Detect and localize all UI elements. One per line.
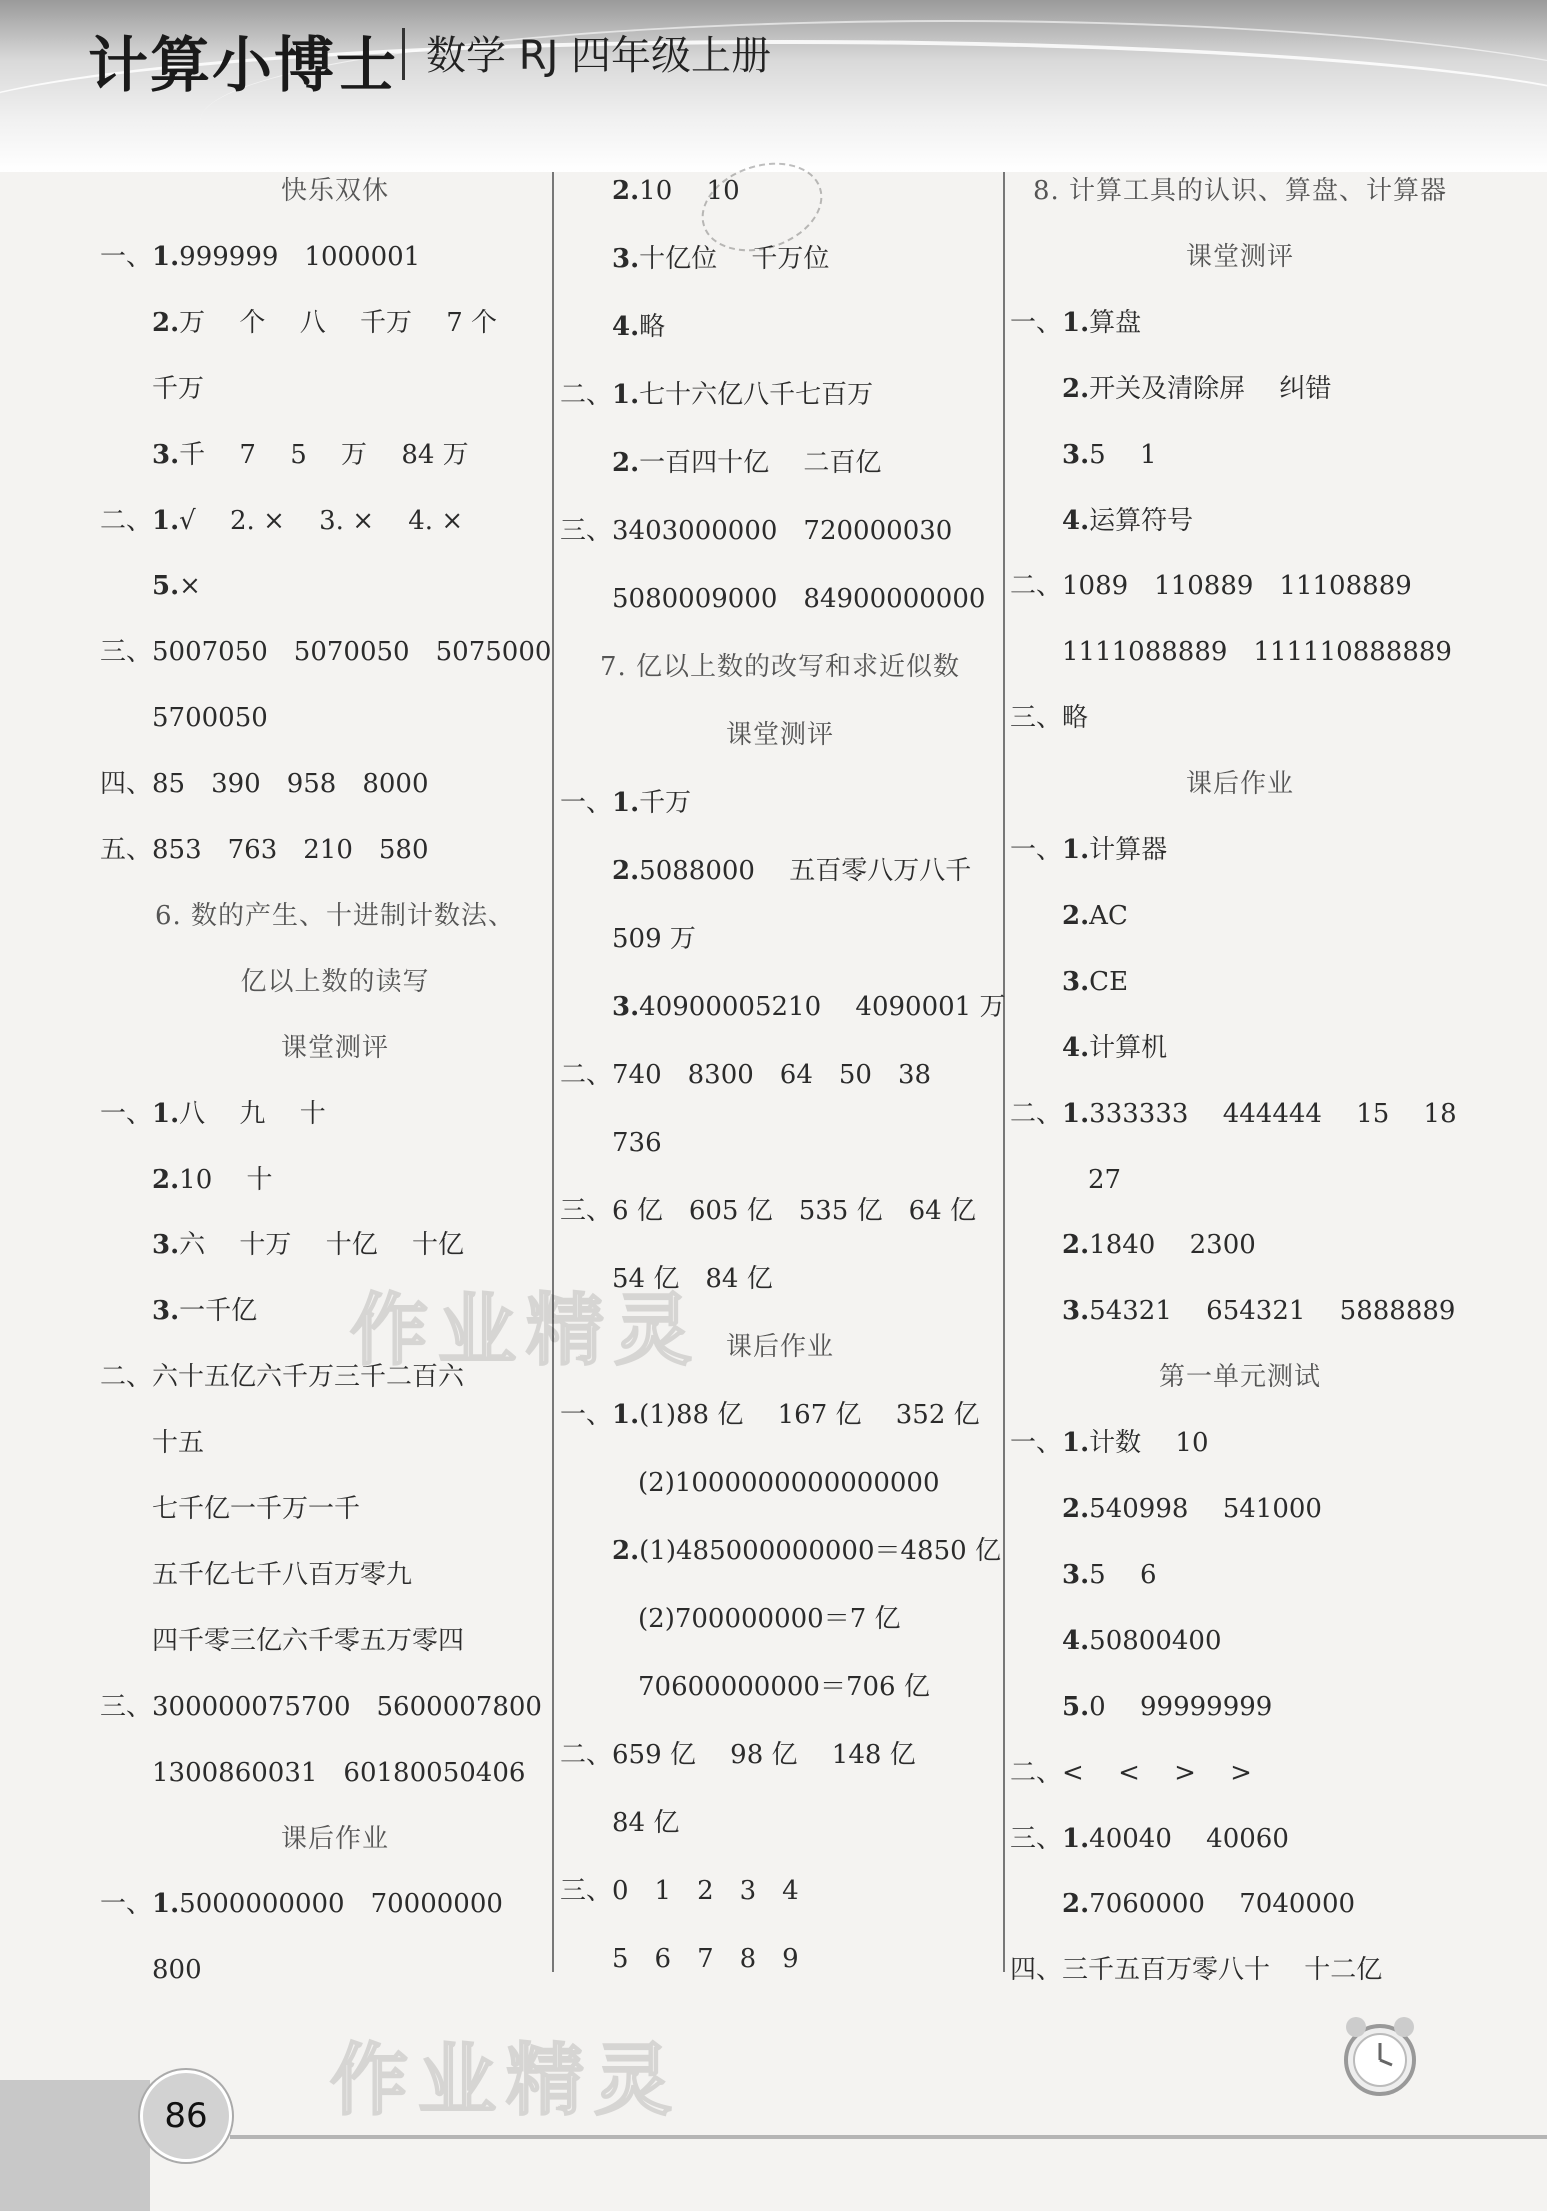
- item-number: 1.: [1062, 1823, 1090, 1854]
- answer-text: 999999 1000001: [179, 241, 421, 272]
- answer-text: 六十五亿六千万三千二百六: [152, 1362, 465, 1393]
- answer-line: [100, 504, 463, 538]
- question-index: [1010, 1494, 1062, 1524]
- answer-line: [560, 1058, 931, 1092]
- section-heading: 课后作业: [280, 1823, 389, 1854]
- item-number: 5.: [1062, 1691, 1090, 1722]
- section-heading: 课后作业: [725, 1332, 834, 1362]
- question-index: [560, 1604, 612, 1634]
- watermark-text-bottom: 作业精灵: [330, 2036, 683, 2126]
- item-number: 2.: [612, 856, 640, 886]
- question-index: [100, 1626, 152, 1656]
- item-number: 2.: [152, 1164, 180, 1195]
- question-index: 二、: [560, 1060, 613, 1090]
- answer-line: [100, 1228, 464, 1262]
- question-index: [100, 440, 152, 470]
- answer-line: [1010, 701, 1088, 735]
- answer-text: 一千亿: [179, 1296, 258, 1327]
- column-divider-1: [552, 172, 554, 1972]
- answer-text: 5 6 7 8 9: [612, 1944, 799, 1974]
- answer-line: [560, 582, 985, 616]
- answer-line: [1010, 1558, 1157, 1592]
- answer-line: [1010, 1822, 1289, 1856]
- answer-text: 70600000000＝706 亿: [612, 1672, 930, 1702]
- answer-line: [560, 1942, 799, 1976]
- answer-text: 509 万: [612, 924, 696, 954]
- section-heading: 课堂测评: [280, 1032, 389, 1063]
- question-index: 一、: [1010, 1428, 1063, 1459]
- answer-text: 七十六亿八千七百万: [639, 380, 874, 410]
- question-index: [100, 1165, 152, 1195]
- question-index: [560, 1468, 612, 1498]
- answer-text: 50800400: [1089, 1625, 1222, 1656]
- answer-text: 计算机: [1089, 1032, 1168, 1063]
- answer-text: 10 十: [179, 1164, 273, 1195]
- answer-text: 659 亿 98 亿 148 亿: [612, 1740, 916, 1770]
- question-index: 三、: [1010, 703, 1063, 734]
- footer-band: [0, 2080, 150, 2211]
- answer-text: 85 390 958 8000: [152, 769, 429, 800]
- item-number: 2.: [612, 1536, 640, 1566]
- answer-text: 54321 654321 5888889: [1089, 1296, 1456, 1327]
- question-index: 三、: [100, 637, 153, 668]
- answer-text: (2)1000000000000000: [612, 1468, 940, 1498]
- answer-line: [1010, 1163, 1121, 1197]
- item-number: 2.: [1062, 900, 1090, 931]
- item-number: 2.: [1062, 373, 1090, 404]
- answer-text: 开关及清除屏 纠错: [1089, 373, 1332, 404]
- answer-text: 1089 110889 11108889: [1062, 571, 1412, 602]
- question-index: [1010, 1626, 1062, 1656]
- question-index: 二、: [100, 1362, 153, 1393]
- answer-line: [1010, 635, 1452, 669]
- watermark-text: 作业精灵: [350, 1286, 703, 1376]
- question-index: [100, 1428, 152, 1458]
- answer-text: 540998 541000: [1089, 1494, 1322, 1524]
- question-index: [100, 1230, 152, 1260]
- question-index: [560, 1808, 612, 1838]
- answer-line: [100, 635, 551, 669]
- answer-line: [1010, 899, 1128, 933]
- question-index: 一、: [100, 1098, 153, 1129]
- answer-text: 万 个 八 千万 7 个: [179, 307, 498, 338]
- answer-text: 三千五百万零八十 十二亿: [1062, 1955, 1383, 1986]
- answer-line: [100, 1426, 204, 1460]
- answer-line: [100, 569, 201, 603]
- question-index: 一、: [100, 241, 153, 272]
- answer-text: 5 6: [1089, 1559, 1157, 1590]
- section-heading: 亿以上数的读写: [240, 966, 430, 997]
- question-index: 二、: [100, 505, 153, 536]
- answer-line: [1010, 1426, 1209, 1460]
- item-number: 3.: [152, 439, 180, 470]
- item-number: 1.: [152, 1098, 180, 1129]
- item-number: 2.: [612, 176, 640, 206]
- question-index: 一、: [100, 1889, 153, 1920]
- answer-line: [1010, 1756, 1252, 1790]
- item-number: 1.: [152, 1889, 180, 1920]
- answer-text: 0 99999999: [1089, 1691, 1273, 1722]
- item-number: 4.: [1062, 1032, 1090, 1063]
- answer-line: [1010, 1097, 1457, 1131]
- answer-line: [560, 242, 829, 276]
- answer-line: [100, 1492, 360, 1526]
- question-index: 三、: [560, 1876, 613, 1906]
- answer-text: 1840 2300: [1089, 1230, 1256, 1261]
- item-number: 1.: [1062, 1098, 1090, 1129]
- question-index: [100, 1494, 152, 1524]
- answer-line: [560, 378, 873, 412]
- answer-line: [560, 446, 881, 480]
- answer-text: 7060000 7040000: [1089, 1889, 1356, 1920]
- answer-text: AC: [1089, 900, 1128, 931]
- question-index: [560, 1672, 612, 1702]
- question-index: 三、: [560, 516, 613, 546]
- question-index: [560, 312, 612, 342]
- answer-line: [1010, 306, 1141, 340]
- answer-text: 八 九 十: [179, 1098, 326, 1129]
- answer-line: [560, 1806, 679, 1840]
- question-index: [560, 856, 612, 886]
- answer-line: [100, 1558, 412, 1592]
- question-index: 一、: [560, 1400, 613, 1430]
- item-number: 3.: [612, 244, 640, 274]
- question-index: 三、: [560, 1196, 613, 1226]
- item-number: 2.: [1062, 1889, 1090, 1920]
- question-index: 二、: [1010, 1757, 1063, 1788]
- answer-line: [100, 701, 268, 735]
- question-index: [100, 1560, 152, 1590]
- question-index: [1010, 901, 1062, 931]
- answer-text: (2)700000000＝7 亿: [612, 1604, 901, 1634]
- answer-text: √ 2. × 3. × 4. ×: [179, 505, 464, 536]
- section-heading: 第一单元测试: [1158, 1362, 1321, 1393]
- footer-line: [230, 2135, 1547, 2139]
- answer-text: 300000075700 5600007800: [152, 1691, 542, 1722]
- item-number: 3.: [152, 1230, 180, 1261]
- answer-text: 27: [1062, 1164, 1122, 1195]
- answer-line: [100, 833, 429, 867]
- item-number: 2.: [1062, 1494, 1090, 1524]
- item-number: 1.: [1062, 835, 1090, 865]
- question-index: [560, 244, 612, 274]
- answer-line: [100, 1294, 257, 1328]
- answer-text: 853 763 210 580: [152, 835, 429, 865]
- item-number: 1.: [1062, 307, 1090, 338]
- question-index: [100, 1296, 152, 1326]
- item-number: 1.: [612, 1400, 640, 1430]
- question-index: 四、: [100, 769, 153, 800]
- question-index: [100, 1955, 152, 1985]
- question-index: 三、: [100, 1691, 153, 1722]
- answer-line: [560, 1194, 976, 1228]
- answer-line: [1010, 1887, 1355, 1921]
- item-number: 4.: [1062, 505, 1090, 536]
- question-index: [100, 703, 152, 733]
- section-heading: 课堂测评: [1185, 241, 1294, 272]
- answer-line: [1010, 504, 1193, 538]
- answer-text: 计数 10: [1089, 1428, 1209, 1459]
- question-index: [1010, 1692, 1062, 1722]
- answer-text: 54 亿 84 亿: [612, 1264, 773, 1294]
- answer-text: < < > >: [1062, 1757, 1252, 1788]
- item-number: 1.: [612, 380, 640, 410]
- answer-text: 5700050: [152, 703, 268, 734]
- subject-title: 数学 RJ 四年级上册: [426, 33, 772, 79]
- item-number: 1.: [612, 788, 640, 818]
- item-number: 3.: [152, 1296, 180, 1327]
- answer-text: 七千亿一千万一千: [152, 1494, 361, 1524]
- answer-text: 略: [1062, 703, 1089, 734]
- item-number: 4.: [612, 312, 640, 342]
- answer-line: [1010, 1228, 1256, 1262]
- answer-line: [1010, 965, 1128, 999]
- section-heading: 课堂测评: [725, 720, 834, 750]
- question-index: 二、: [1010, 571, 1063, 602]
- answer-text: 5080009000 84900000000: [612, 584, 986, 614]
- question-index: 三、: [1010, 1823, 1063, 1854]
- question-index: [1010, 506, 1062, 536]
- answer-text: 6 亿 605 亿 535 亿 64 亿: [612, 1196, 976, 1226]
- question-index: [1010, 1889, 1062, 1919]
- page-header: [0, 0, 1547, 172]
- answer-line: [560, 1398, 980, 1432]
- answer-text: 40900005210 4090001 万: [639, 992, 1006, 1022]
- page-number: 86: [140, 2070, 232, 2162]
- answer-text: 333333 444444 15 18: [1089, 1098, 1457, 1129]
- item-number: 3.: [1062, 439, 1090, 470]
- answer-line: [100, 240, 420, 274]
- question-index: [560, 1536, 612, 1566]
- item-number: 3.: [612, 992, 640, 1022]
- answer-line: [1010, 438, 1157, 472]
- item-number: 1.: [1062, 1428, 1090, 1459]
- question-index: [100, 308, 152, 338]
- answer-line: [1010, 1492, 1322, 1526]
- answer-line: [1010, 1031, 1167, 1065]
- answer-line: [100, 438, 469, 472]
- answer-line: [1010, 1690, 1272, 1724]
- answer-text: 800: [152, 1955, 202, 1986]
- answer-line: [560, 854, 971, 888]
- answer-line: [100, 1163, 273, 1197]
- answer-line: [100, 1953, 202, 1987]
- question-index: 二、: [560, 380, 613, 410]
- answer-line: [100, 1756, 525, 1790]
- question-index: 二、: [1010, 1098, 1063, 1129]
- column-divider-2: [1003, 172, 1005, 1972]
- item-number: 2.: [152, 307, 180, 338]
- question-index: 五、: [100, 835, 153, 865]
- answer-line: [560, 990, 1005, 1024]
- answer-text: 5007050 5070050 5075000: [152, 637, 552, 668]
- question-index: [560, 992, 612, 1022]
- answer-text: 740 8300 64 50 38: [612, 1060, 932, 1090]
- question-index: [100, 1758, 152, 1788]
- question-index: [1010, 1230, 1062, 1260]
- answer-line: [560, 514, 952, 548]
- answer-text: 千万: [639, 788, 692, 818]
- answer-line: [1010, 1294, 1455, 1328]
- question-index: [560, 1128, 612, 1158]
- answer-text: 五千亿七千八百万零九: [152, 1559, 413, 1590]
- answer-line: [100, 767, 429, 801]
- answer-line: [560, 1466, 940, 1500]
- item-number: 3.: [1062, 966, 1090, 997]
- answer-line: [100, 1690, 542, 1724]
- section-heading: 6. 数的产生、十进制计数法、: [154, 900, 516, 931]
- section-heading: 课后作业: [1185, 769, 1294, 800]
- item-number: 1.: [152, 241, 180, 272]
- answer-text: 40040 40060: [1089, 1823, 1289, 1854]
- question-index: 一、: [1010, 835, 1063, 865]
- item-number: 3.: [1062, 1559, 1090, 1590]
- answer-text: 四千零三亿六千零五万零四: [152, 1625, 465, 1656]
- question-index: [1010, 374, 1062, 404]
- item-number: 4.: [1062, 1625, 1090, 1656]
- answer-text: 736: [612, 1128, 662, 1158]
- answer-text: 84 亿: [612, 1808, 680, 1838]
- question-index: 一、: [1010, 307, 1063, 338]
- answer-text: ×: [179, 571, 201, 602]
- answer-line: [1010, 833, 1167, 867]
- answer-text: 10 10: [639, 176, 740, 206]
- answer-text: (1)88 亿 167 亿 352 亿: [639, 1400, 980, 1430]
- answer-text: 千万: [152, 373, 205, 404]
- section-heading: 7. 亿以上数的改写和求近似数: [599, 652, 961, 682]
- answer-text: 十亿位 千万位: [639, 244, 830, 274]
- answer-line: [560, 310, 665, 344]
- question-index: 四、: [1010, 1955, 1063, 1986]
- item-number: 3.: [1062, 1296, 1090, 1327]
- question-index: [1010, 1296, 1062, 1326]
- answer-line: [560, 1534, 1001, 1568]
- question-index: [100, 571, 152, 601]
- answer-line: [560, 1874, 799, 1908]
- question-index: [100, 374, 152, 404]
- question-index: [560, 448, 612, 478]
- answer-line: [560, 1670, 930, 1704]
- answer-text: 5088000 五百零八万八千: [639, 856, 972, 886]
- section-heading: 8. 计算工具的认识、算盘、计算器: [1032, 176, 1448, 206]
- answer-text: 运算符号: [1089, 505, 1194, 536]
- answer-line: [100, 1097, 326, 1131]
- question-index: [560, 176, 612, 206]
- answer-text: (1)485000000000＝4850 亿: [639, 1536, 1001, 1566]
- question-index: [1010, 1033, 1062, 1063]
- answer-text: 一百四十亿 二百亿: [639, 448, 882, 478]
- answer-text: 5 1: [1089, 439, 1157, 470]
- answer-line: [560, 1602, 901, 1636]
- question-index: [560, 584, 612, 614]
- section-heading: 快乐双休: [280, 176, 389, 206]
- question-index: [560, 1944, 612, 1974]
- item-number: 2.: [1062, 1230, 1090, 1261]
- answer-line: [560, 786, 691, 820]
- question-index: [1010, 440, 1062, 470]
- question-index: [1010, 967, 1062, 997]
- answer-text: CE: [1089, 966, 1129, 997]
- question-index: 一、: [560, 788, 613, 818]
- answer-text: 1300860031 60180050406: [152, 1757, 526, 1788]
- item-number: 1.: [152, 505, 180, 536]
- item-number: 5.: [152, 571, 180, 602]
- answer-line: [100, 306, 497, 340]
- answer-text: 1111088889 111110888889: [1062, 637, 1452, 668]
- answer-text: 六 十万 十亿 十亿: [179, 1230, 464, 1261]
- item-number: 2.: [612, 448, 640, 478]
- answer-line: [1010, 1624, 1222, 1658]
- question-index: [1010, 1165, 1062, 1195]
- question-index: [1010, 1560, 1062, 1590]
- answer-line: [100, 372, 204, 406]
- answer-line: [1010, 372, 1331, 406]
- answer-text: 计算器: [1089, 835, 1168, 865]
- answer-text: 略: [639, 312, 666, 342]
- answer-line: [1010, 1953, 1382, 1987]
- header-divider: [402, 28, 405, 80]
- alarm-clock-icon: [1330, 2005, 1430, 2105]
- answer-text: 0 1 2 3 4: [612, 1876, 799, 1906]
- answer-line: [560, 1126, 662, 1160]
- answer-line: [100, 1624, 464, 1658]
- brand-title: 计算小博士: [88, 31, 398, 101]
- answer-line: [100, 1887, 503, 1921]
- answer-line: [560, 1738, 916, 1772]
- answer-text: 3403000000 720000030: [612, 516, 953, 546]
- answer-line: [560, 922, 696, 956]
- question-index: 二、: [560, 1740, 613, 1770]
- answer-line: [1010, 569, 1412, 603]
- answer-text: 十五: [152, 1428, 205, 1459]
- answer-text: 算盘: [1089, 307, 1142, 338]
- question-index: [1010, 637, 1062, 667]
- answer-text: 5000000000 70000000: [179, 1889, 503, 1920]
- answer-text: 千 7 5 万 84 万: [179, 439, 469, 470]
- answer-line: [560, 174, 740, 208]
- question-index: [560, 924, 612, 954]
